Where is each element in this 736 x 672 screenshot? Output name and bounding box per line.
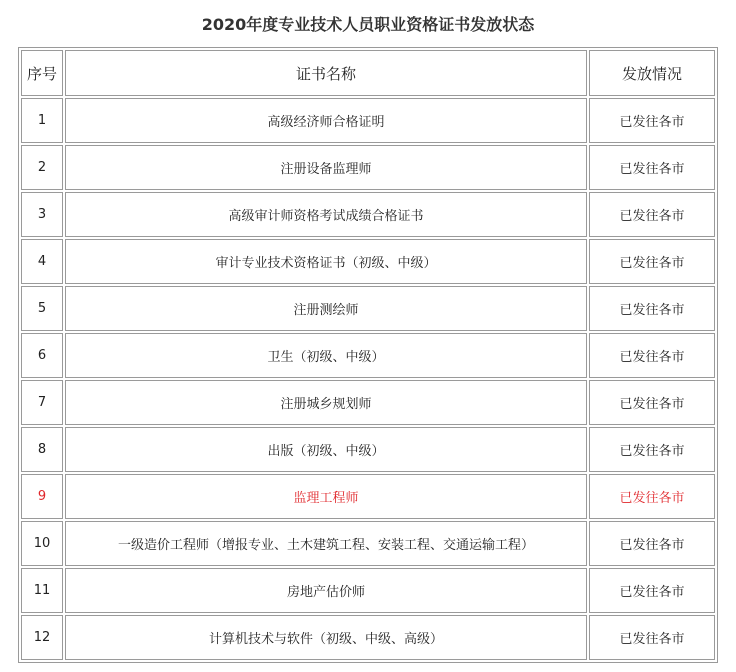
row-certificate-name: 注册城乡规划师 — [65, 380, 587, 425]
row-certificate-name: 计算机技术与软件（初级、中级、高级） — [65, 615, 587, 660]
certificate-status-table — [18, 47, 718, 663]
row-issue-status: 已发往各市 — [589, 521, 715, 566]
row-issue-status: 已发往各市 — [589, 380, 715, 425]
row-issue-status: 已发往各市 — [589, 427, 715, 472]
table-row — [21, 145, 715, 190]
row-issue-status: 已发往各市 — [589, 98, 715, 143]
row-certificate-name: 审计专业技术资格证书（初级、中级） — [65, 239, 587, 284]
table-row — [21, 98, 715, 143]
table-row — [21, 568, 715, 613]
table-row — [21, 615, 715, 660]
row-certificate-name: 高级经济师合格证明 — [65, 98, 587, 143]
row-serial-number: 9 — [21, 474, 63, 519]
table-row — [21, 333, 715, 378]
table-row — [21, 427, 715, 472]
table-row — [21, 380, 715, 425]
row-issue-status: 已发往各市 — [589, 615, 715, 660]
row-certificate-name: 房地产估价师 — [65, 568, 587, 613]
row-issue-status: 已发往各市 — [589, 333, 715, 378]
table-row — [21, 521, 715, 566]
page-title: 2020年度专业技术人员职业资格证书发放状态 — [201, 15, 535, 34]
row-certificate-name: 一级造价工程师（增报专业、土木建筑工程、安装工程、交通运输工程） — [65, 521, 587, 566]
table-header-row — [21, 50, 715, 96]
row-certificate-name: 卫生（初级、中级） — [65, 333, 587, 378]
row-issue-status: 已发往各市 — [589, 192, 715, 237]
row-serial-number: 11 — [21, 568, 63, 613]
row-serial-number: 5 — [21, 286, 63, 331]
table-row-highlighted — [21, 474, 715, 519]
row-certificate-name: 注册设备监理师 — [65, 145, 587, 190]
row-certificate-name: 高级审计师资格考试成绩合格证书 — [65, 192, 587, 237]
row-serial-number: 12 — [21, 615, 63, 660]
header-certificate-name: 证书名称 — [65, 50, 587, 96]
row-certificate-name: 出版（初级、中级） — [65, 427, 587, 472]
row-certificate-name: 注册测绘师 — [65, 286, 587, 331]
row-serial-number: 8 — [21, 427, 63, 472]
row-issue-status: 已发往各市 — [589, 239, 715, 284]
row-serial-number: 4 — [21, 239, 63, 284]
header-serial-number: 序号 — [21, 50, 63, 96]
header-issue-status: 发放情况 — [589, 50, 715, 96]
table-row — [21, 239, 715, 284]
row-issue-status: 已发往各市 — [589, 145, 715, 190]
row-serial-number: 10 — [21, 521, 63, 566]
row-issue-status: 已发往各市 — [589, 474, 715, 519]
row-issue-status: 已发往各市 — [589, 286, 715, 331]
table-row — [21, 192, 715, 237]
row-issue-status: 已发往各市 — [589, 568, 715, 613]
row-certificate-name: 监理工程师 — [65, 474, 587, 519]
row-serial-number: 6 — [21, 333, 63, 378]
row-serial-number: 7 — [21, 380, 63, 425]
row-serial-number: 1 — [21, 98, 63, 143]
table-row — [21, 286, 715, 331]
row-serial-number: 2 — [21, 145, 63, 190]
row-serial-number: 3 — [21, 192, 63, 237]
